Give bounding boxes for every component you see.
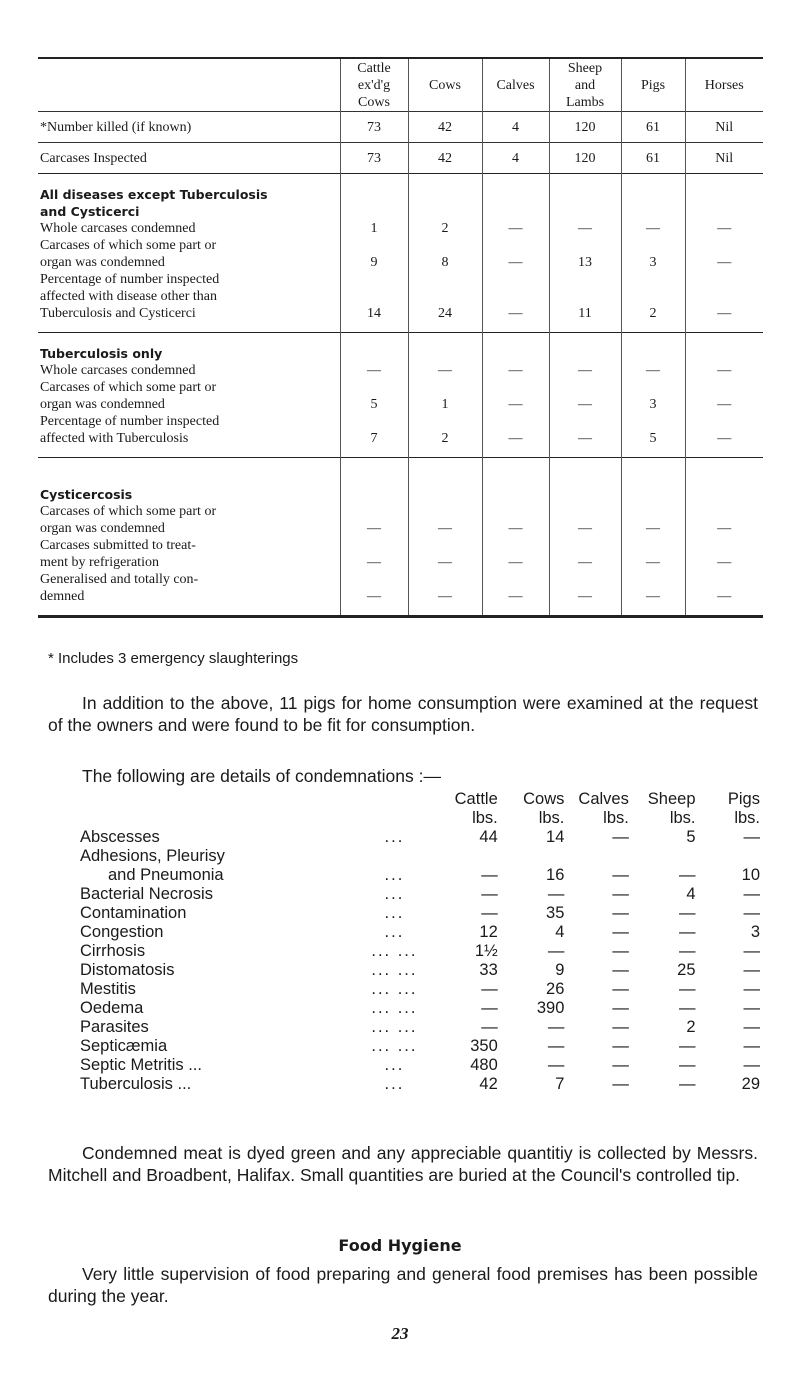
cell: — (578, 431, 592, 446)
col-cattle (340, 174, 408, 333)
unit-label: lbs. (472, 809, 498, 827)
table-row (80, 866, 760, 885)
weight-cell: 42 (479, 1075, 498, 1093)
weight-cell: — (612, 923, 629, 941)
cell: 11 (578, 306, 592, 321)
row-label: Carcases of which some part or (40, 380, 217, 395)
header-line: and (574, 77, 596, 93)
group-heading: Cysticercosis (40, 487, 133, 502)
weight-cell: — (612, 942, 629, 960)
header-line: ex'd'g (357, 77, 391, 93)
leader-dots: ... (384, 885, 405, 903)
cell: — (717, 589, 732, 604)
leader-dots: ... (384, 904, 405, 922)
cell: 1 (370, 221, 378, 236)
condition-name: Parasites (80, 1018, 149, 1036)
cell-cattle: 73 (340, 143, 408, 174)
weight-cell: — (612, 828, 629, 846)
row-label: affected with disease other than (40, 289, 218, 304)
weight-cell: — (481, 904, 498, 922)
row-label: Percentage of number inspected (40, 414, 220, 429)
weight-cell: — (481, 885, 498, 903)
cell-cows: 42 (408, 143, 482, 174)
cell: — (717, 255, 732, 270)
condition-name: Septic Metritis ... (80, 1056, 202, 1074)
cell: — (646, 555, 660, 570)
row-label: Carcases Inspected (38, 143, 340, 174)
weight-cell: — (547, 1037, 565, 1055)
cell: — (646, 221, 660, 236)
col-pigs (621, 333, 685, 458)
cell: 1 (441, 397, 449, 412)
unit-label: lbs. (603, 809, 629, 827)
col-header-sheep: Sheep (647, 790, 696, 808)
weight-cell: — (547, 1018, 565, 1036)
cell: — (717, 363, 732, 378)
home-consumption-paragraph: In addition to the above, 11 pigs for home consumption were examined at the request of the owners and were found to be fit for consumption. (48, 693, 758, 735)
leader-dots (358, 847, 431, 866)
table-row (80, 980, 760, 999)
header-cattle (340, 59, 408, 112)
cell: — (717, 221, 732, 236)
weight-cell: — (679, 923, 696, 941)
row-label: organ was condemned (40, 397, 165, 412)
cell: — (508, 555, 523, 570)
header-line: Cattle (357, 60, 391, 76)
condition-name: Abscesses (80, 828, 160, 846)
weight-cell: — (612, 961, 629, 979)
row-label: demned (40, 589, 85, 604)
weight-cell: 4 (686, 885, 696, 903)
weight-cell: — (743, 1018, 760, 1036)
weight-cell: — (612, 866, 629, 884)
weight-cell: 9 (555, 961, 565, 979)
row-label: Tuberculosis and Cysticerci (40, 306, 196, 321)
leader-dots: ... ... (371, 961, 418, 979)
cell: 7 (370, 431, 378, 446)
cell: 2 (441, 431, 449, 446)
table-footnote: * Includes 3 emergency slaughterings (48, 650, 299, 667)
cell: 14 (367, 306, 381, 321)
cell-sheep: 120 (549, 112, 621, 143)
row-label: Generalised and totally con- (40, 572, 199, 587)
weight-cell: — (481, 999, 498, 1017)
weight-cell: 3 (750, 923, 760, 941)
cell: — (578, 555, 592, 570)
cell-cows: 42 (408, 112, 482, 143)
food-hygiene-paragraph: Very little supervision of food preparing and general food premises has been possible during the year. (48, 1264, 758, 1306)
weight-cell: 390 (536, 999, 565, 1017)
group-label (38, 458, 340, 616)
header-sheep (549, 59, 621, 112)
table-row (80, 847, 760, 866)
header-pigs: Pigs (621, 59, 685, 112)
group-heading: Tuberculosis only (40, 346, 163, 361)
col-header-cows: Cows (523, 790, 565, 808)
col-horses (685, 458, 763, 616)
weight-cell: — (612, 1056, 629, 1074)
cell: — (717, 397, 732, 412)
row-label: organ was condemned (40, 521, 165, 536)
table-row (80, 961, 760, 980)
weight-cell: — (547, 885, 565, 903)
col-cattle (340, 458, 408, 616)
leader-dots: ... (384, 1075, 405, 1093)
cell-sheep: 120 (549, 143, 621, 174)
row-label: Carcases of which some part or (40, 238, 217, 253)
condemnations-table (80, 790, 760, 1094)
dyed-meat-paragraph: Condemned meat is dyed green and any appreciable quantitiy is collected by Messrs. Mitchell and Broadbent, Halifax. Small quantities are buried at the Council's controlled tip. (48, 1143, 758, 1185)
table-row (80, 1037, 760, 1056)
weight-cell: — (679, 1056, 696, 1074)
leader-dots: ... (384, 1056, 405, 1074)
header-line: Sheep (567, 60, 603, 76)
table-row (80, 999, 760, 1018)
cell: — (717, 555, 732, 570)
weight-cell: 29 (741, 1075, 760, 1093)
cell: 8 (441, 255, 449, 270)
weight-cell: — (743, 961, 760, 979)
weight-cell: 1½ (474, 942, 498, 960)
weight-cell: 7 (555, 1075, 565, 1093)
weight-cell: — (612, 999, 629, 1017)
col-cattle (340, 333, 408, 458)
cell-calves: 4 (482, 143, 549, 174)
row-carcases-inspected (38, 143, 763, 174)
food-hygiene-heading: Food Hygiene (338, 1236, 462, 1255)
cell: — (367, 521, 381, 536)
cell: 3 (649, 397, 657, 412)
cell: — (578, 397, 592, 412)
weight-cell: — (481, 866, 498, 884)
cell: — (367, 589, 381, 604)
cell: — (646, 589, 660, 604)
weight-cell: 480 (470, 1056, 498, 1074)
leader-dots: ... ... (371, 942, 418, 960)
page-number: 23 (391, 1324, 409, 1343)
weight-cell: — (679, 1075, 696, 1093)
row-label: *Number killed (if known) (38, 112, 340, 143)
weight-cell (629, 847, 696, 866)
group-all-diseases (38, 174, 763, 333)
cell: — (646, 363, 660, 378)
col-header-calves: Calves (578, 790, 629, 808)
unit-label: lbs. (669, 809, 696, 827)
header-horses: Horses (685, 59, 763, 112)
row-label: ment by refrigeration (40, 555, 159, 570)
table-row (80, 1018, 760, 1037)
table-header-row (38, 59, 763, 112)
weight-cell: 14 (546, 828, 565, 846)
unit-label: lbs. (734, 809, 760, 827)
cell: — (717, 521, 732, 536)
row-label: Whole carcases condemned (40, 221, 196, 236)
condition-name: Tuberculosis ... (80, 1075, 192, 1093)
cell: — (438, 521, 452, 536)
weight-cell: 10 (741, 866, 760, 884)
table-row (80, 904, 760, 923)
weight-cell: — (547, 942, 565, 960)
cell: — (646, 521, 660, 536)
weight-cell: — (612, 885, 629, 903)
cell: — (508, 397, 523, 412)
leader-dots: ... (384, 866, 405, 884)
weight-cell: 4 (555, 923, 565, 941)
weight-cell: — (743, 942, 760, 960)
col-cows (408, 458, 482, 616)
weight-cell: — (679, 1037, 696, 1055)
leader-dots: ... ... (371, 999, 418, 1017)
col-header-pigs: Pigs (727, 790, 760, 808)
weight-cell: — (679, 999, 696, 1017)
col-horses (685, 333, 763, 458)
cell: 3 (649, 255, 657, 270)
col-horses (685, 174, 763, 333)
row-label: Percentage of number inspected (40, 272, 220, 287)
col-sheep (549, 458, 621, 616)
weight-cell (498, 847, 565, 866)
cell: 5 (649, 431, 657, 446)
cell: — (508, 363, 523, 378)
cell: 13 (578, 255, 592, 270)
weight-cell: 26 (546, 980, 565, 998)
weight-cell: — (481, 980, 498, 998)
weight-cell: 25 (677, 961, 696, 979)
condition-name: Cirrhosis (80, 942, 146, 960)
leader-dots: ... ... (371, 980, 418, 998)
col-pigs (621, 458, 685, 616)
weight-cell: — (743, 999, 760, 1017)
cell: — (508, 431, 523, 446)
weight-cell: — (481, 1018, 498, 1036)
table-row (80, 828, 760, 847)
cell: — (717, 431, 732, 446)
condemnations-intro: The following are details of condemnations :— (82, 766, 441, 786)
cell: 2 (441, 221, 449, 236)
leader-dots: ... (384, 828, 405, 846)
condition-name: Oedema (80, 999, 144, 1017)
cell: — (578, 521, 592, 536)
cell: — (717, 306, 732, 321)
cell: — (367, 555, 381, 570)
row-number-killed (38, 112, 763, 143)
header-blank (38, 59, 340, 112)
row-label: Carcases of which some part or (40, 504, 217, 519)
weight-cell: 33 (479, 961, 498, 979)
condemnations-header-row (80, 790, 760, 809)
leader-dots: ... (384, 923, 405, 941)
col-calves (482, 458, 549, 616)
weight-cell: — (743, 828, 760, 846)
cell-horses: Nil (685, 143, 763, 174)
cell-horses: Nil (685, 112, 763, 143)
weight-cell (431, 847, 498, 866)
weight-cell: — (547, 1056, 565, 1074)
weight-cell: 44 (479, 828, 498, 846)
cell: — (508, 255, 523, 270)
condition-name: Congestion (80, 923, 164, 941)
weight-cell: 350 (470, 1037, 498, 1055)
col-header-cattle: Cattle (454, 790, 498, 808)
col-pigs (621, 174, 685, 333)
cell: 24 (438, 306, 452, 321)
row-label: Carcases submitted to treat- (40, 538, 196, 553)
table-row (80, 1056, 760, 1075)
header-calves: Calves (482, 59, 549, 112)
cell: 2 (649, 306, 657, 321)
weight-cell: — (679, 980, 696, 998)
cell: — (508, 306, 523, 321)
header-line: Lambs (565, 94, 605, 110)
condemnations-units-row (80, 809, 760, 828)
group-cysticercosis (38, 458, 763, 616)
cell: — (438, 555, 452, 570)
weight-cell: — (612, 1075, 629, 1093)
col-calves (482, 174, 549, 333)
cell-pigs: 61 (621, 143, 685, 174)
group-label (38, 174, 340, 333)
weight-cell (564, 847, 628, 866)
cell: 9 (370, 255, 378, 270)
table-row (80, 1075, 760, 1094)
table-row (80, 923, 760, 942)
condemnations-body (80, 828, 760, 1094)
condition-name: and Pneumonia (108, 866, 224, 884)
cell: — (508, 589, 523, 604)
weight-cell: — (679, 942, 696, 960)
weight-cell: — (743, 1056, 760, 1074)
cell: 5 (370, 397, 378, 412)
condition-name: Adhesions, Pleurisy (80, 847, 225, 865)
row-label: Whole carcases condemned (40, 363, 196, 378)
cell: — (578, 589, 592, 604)
weight-cell: 16 (546, 866, 565, 884)
cell: — (578, 363, 592, 378)
condition-name: Distomatosis (80, 961, 175, 979)
weight-cell: — (612, 904, 629, 922)
leader-dots: ... ... (371, 1037, 418, 1055)
condition-name: Mestitis (80, 980, 136, 998)
weight-cell: — (612, 980, 629, 998)
group-heading: and Cysticerci (40, 204, 140, 219)
table-row (80, 942, 760, 961)
header-cows: Cows (408, 59, 482, 112)
cell: — (367, 363, 381, 378)
condition-name: Septicæmia (80, 1037, 168, 1055)
col-sheep (549, 174, 621, 333)
unit-label: lbs. (538, 809, 565, 827)
condition-name: Bacterial Necrosis (80, 885, 213, 903)
col-cows (408, 174, 482, 333)
weight-cell: — (743, 1037, 760, 1055)
col-calves (482, 333, 549, 458)
cell-calves: 4 (482, 112, 549, 143)
weight-cell: — (743, 904, 760, 922)
row-label: organ was condemned (40, 255, 165, 270)
condition-name: Contamination (80, 904, 187, 922)
col-cows (408, 333, 482, 458)
leader-dots: ... ... (371, 1018, 418, 1036)
cell: — (578, 221, 592, 236)
cell: — (438, 589, 452, 604)
weight-cell: — (679, 866, 696, 884)
weight-cell: — (612, 1037, 629, 1055)
cell: — (508, 521, 523, 536)
weight-cell (696, 847, 761, 866)
cell-cattle: 73 (340, 112, 408, 143)
weight-cell: — (743, 980, 760, 998)
row-label: affected with Tuberculosis (40, 431, 189, 446)
group-heading: All diseases except Tuberculosis (40, 187, 268, 202)
table-row (80, 885, 760, 904)
weight-cell: — (679, 904, 696, 922)
group-label (38, 333, 340, 458)
group-tuberculosis-only (38, 333, 763, 458)
weight-cell: 5 (686, 828, 696, 846)
weight-cell: 12 (479, 923, 498, 941)
cell-pigs: 61 (621, 112, 685, 143)
header-line: Cows (358, 94, 390, 110)
cell: — (508, 221, 523, 236)
col-sheep (549, 333, 621, 458)
weight-cell: — (743, 885, 760, 903)
cell: — (438, 363, 452, 378)
meat-inspection-table (38, 57, 763, 618)
weight-cell: 2 (686, 1018, 696, 1036)
weight-cell: 35 (546, 904, 565, 922)
weight-cell: — (612, 1018, 629, 1036)
